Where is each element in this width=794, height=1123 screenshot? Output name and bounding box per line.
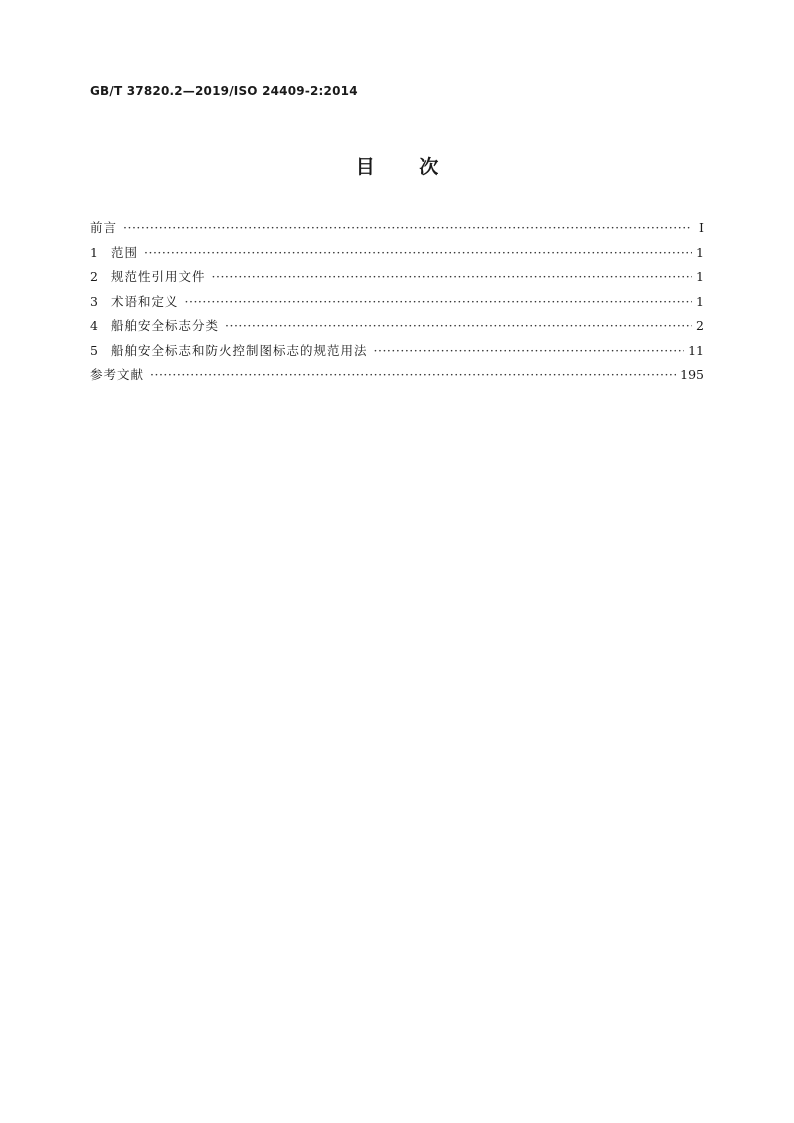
toc-entry-label: 船舶安全标志和防火控制图标志的规范用法 [111, 342, 368, 358]
toc-entry-terms-definitions[interactable] [90, 290, 704, 315]
toc-entry-page: Ⅰ [699, 220, 704, 235]
table-of-contents [90, 216, 704, 388]
dot-leader [185, 290, 692, 315]
toc-entry-page: 195 [680, 367, 704, 382]
toc-entry-page: 1 [696, 269, 704, 284]
dot-leader [144, 241, 692, 266]
toc-entry-normative-references[interactable] [90, 265, 704, 290]
dot-leader [123, 216, 692, 241]
toc-entry-number: 4 [90, 318, 98, 333]
toc-entry-page: 1 [696, 293, 704, 309]
dot-leader [374, 339, 685, 364]
dot-leader [150, 363, 676, 388]
toc-entry-label: 船舶安全标志分类 [111, 318, 220, 333]
toc-entry-scope[interactable] [90, 241, 704, 266]
dot-leader [212, 265, 692, 290]
toc-entry-page: 1 [696, 244, 704, 260]
toc-entry-sign-classification[interactable] [90, 314, 704, 339]
page-title: 目 次 [355, 156, 439, 178]
toc-entry-label: 参考文献 [90, 367, 145, 382]
toc-entry-page: 11 [688, 342, 704, 358]
toc-entry-number: 3 [90, 293, 98, 309]
toc-entry-number: 2 [90, 269, 98, 284]
toc-entry-number: 5 [90, 342, 98, 358]
toc-entry-label: 前言 [90, 220, 118, 235]
toc-entry-number: 1 [90, 244, 98, 260]
standard-number: GB/T 37820.2—2019/ISO 24409-2:2014 [90, 84, 358, 98]
toc-entry-label: 范围 [111, 244, 139, 260]
toc-entry-label: 术语和定义 [111, 293, 179, 309]
toc-entry-bibliography[interactable] [90, 363, 704, 388]
toc-entry-page: 2 [696, 318, 704, 333]
toc-entry-label: 规范性引用文件 [111, 269, 206, 284]
dot-leader [225, 314, 692, 339]
toc-entry-foreword[interactable] [90, 216, 704, 241]
toc-entry-sign-usage[interactable] [90, 339, 704, 364]
